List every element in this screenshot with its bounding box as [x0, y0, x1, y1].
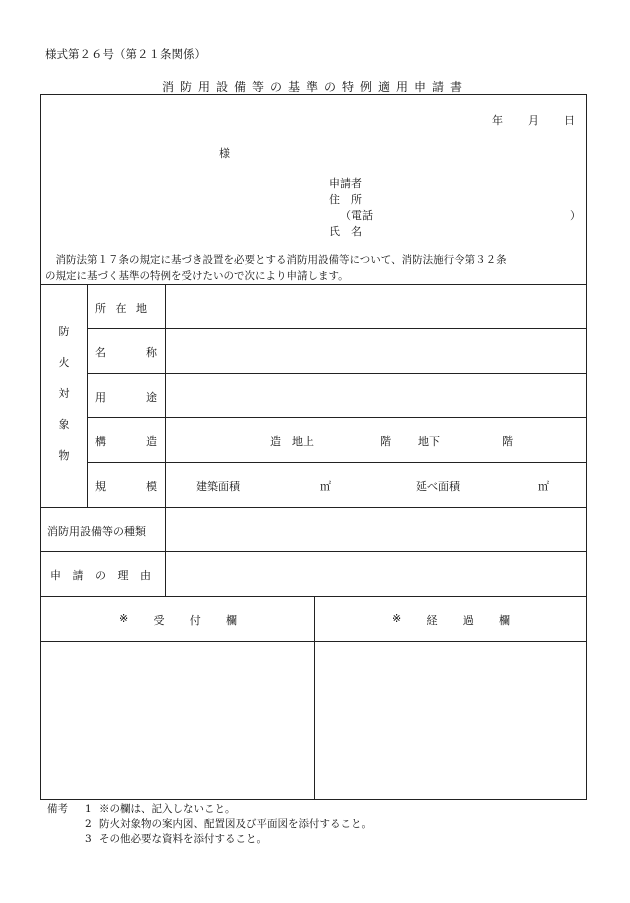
addressee-sama: 様 — [219, 147, 230, 160]
reason-label: 申 請 の 理 由 — [50, 569, 155, 582]
progress-header: ※ 経 過 欄 — [392, 612, 510, 627]
floor-area-label: 延べ面積 — [416, 480, 460, 493]
structure-kai-above: 階 — [380, 435, 391, 448]
divider-statement — [41, 284, 586, 285]
statement-line-2: の規定に基づく基準の特例を受けたいので次により申請します。 — [45, 270, 349, 282]
note-item: 3 その他必要な資料を添付すること。 — [85, 833, 267, 845]
statement-line-1: 消防法第１７条の規定に基づき設置を必要とする消防用設備等について、消防法施行令第３２条 — [45, 254, 507, 266]
structure-kai-below: 階 — [502, 435, 513, 448]
notes-heading: 備考 — [47, 803, 68, 815]
building-area-label: 建築面積 — [196, 480, 240, 493]
equipment-type-label: 消防用設備等の種類 — [47, 525, 146, 538]
name-label: 名 称 — [95, 346, 157, 359]
divider-equipment — [41, 551, 586, 552]
divider-use — [87, 417, 586, 418]
applicant-label: 申請者 — [329, 177, 362, 190]
date-day: 日 — [564, 114, 575, 127]
note-item: 備考 1 ※の欄は、記入しないこと。 — [47, 803, 236, 815]
divider-remarks-col — [314, 596, 315, 799]
form-frame — [40, 94, 587, 800]
divider-group-col — [87, 284, 88, 507]
floor-area-unit: ㎡ — [538, 480, 549, 493]
divider-scale — [41, 507, 586, 508]
date-month: 月 — [528, 114, 539, 127]
divider-label-col — [165, 284, 166, 596]
structure-chika: 地下 — [418, 435, 440, 448]
structure-chijo: 地上 — [292, 435, 314, 448]
applicant-phone-label: （電話 — [340, 209, 373, 222]
notes — [47, 802, 372, 847]
structure-zou: 造 — [270, 435, 281, 448]
structure-label: 構 造 — [95, 435, 157, 448]
scale-label: 規 模 — [95, 480, 157, 493]
form-number: 様式第２６号（第２１条関係） — [45, 47, 206, 61]
reception-header: ※ 受 付 欄 — [119, 612, 237, 627]
target-group-label: 防 火 対 象 物 — [58, 325, 70, 462]
divider-location — [87, 328, 586, 329]
applicant-phone-close: ） — [570, 209, 581, 222]
divider-name — [87, 373, 586, 374]
location-label: 所 在 地 — [95, 302, 150, 315]
applicant-address-label: 住 所 — [329, 193, 362, 206]
use-label: 用 途 — [95, 391, 157, 404]
note-item: 2 防火対象物の案内図、配置図及び平面図を添付すること。 — [85, 818, 372, 830]
building-area-unit: ㎡ — [320, 480, 331, 493]
applicant-name-label: 氏 名 — [329, 225, 362, 238]
date-year: 年 — [492, 114, 503, 127]
divider-structure — [87, 462, 586, 463]
form-title: 消防用設備等の基準の特例適用申請書 — [161, 80, 468, 94]
